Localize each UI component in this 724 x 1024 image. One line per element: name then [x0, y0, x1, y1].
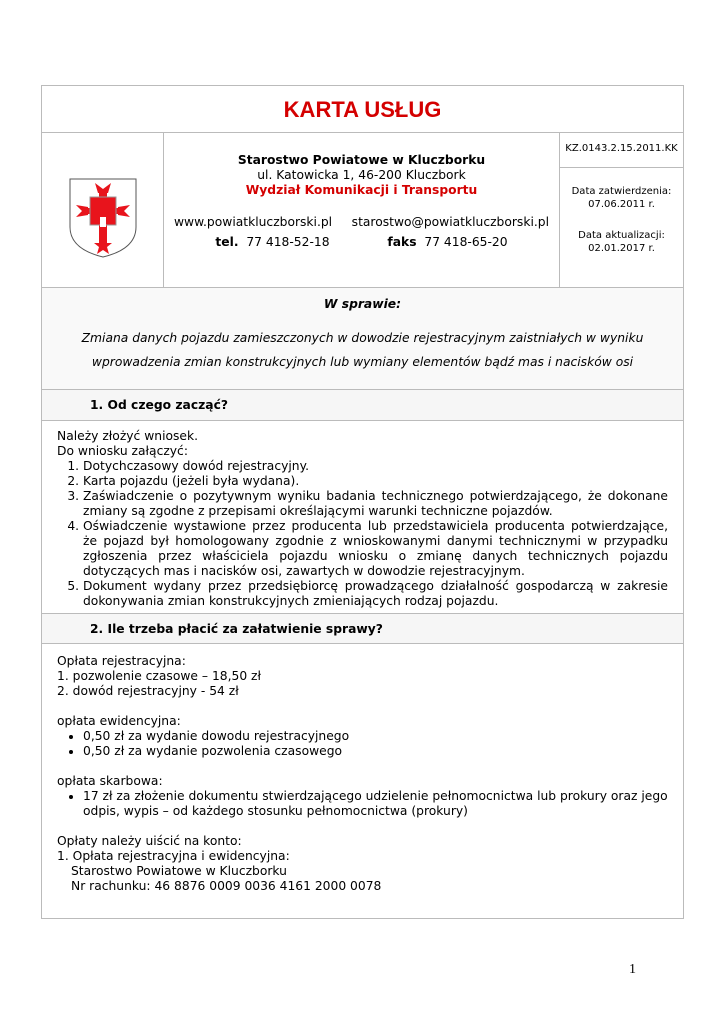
fax-value: 77 418-65-20: [424, 235, 508, 249]
header: [42, 133, 683, 288]
page-number: 1: [629, 962, 636, 977]
tel-label: tel.: [215, 235, 239, 249]
attachments-list: [57, 459, 668, 609]
list-item: 3. Zaświadczenie o pozytywnym wyniku badania technicznego potwierdzającego, że dokonane zmiany są zgodne z przepisami określającymi warunki techniczne pojazdów.: [83, 489, 668, 519]
intro-text: Należy złożyć wniosek.: [57, 429, 199, 443]
subject-text: Zmiana danych pojazdu zamieszczonych w dowodzie rejestracyjnym zaistniałych w wyniku wprowadzenia zmian konstrukcyjnych lub wymiany elementów bądź mas i nacisków osi: [81, 331, 644, 369]
section-2-content: [57, 654, 668, 894]
office-info: [164, 133, 559, 287]
office-name: Starostwo Powiatowe w Kluczborku: [237, 153, 486, 167]
list-item: 2. Karta pojazdu (jeżeli była wydana).: [83, 474, 668, 489]
website-link[interactable]: www.powiatkluczborski.pl: [173, 215, 333, 229]
email-link[interactable]: starostwo@powiatkluczborski.pl: [351, 215, 550, 229]
fax-label: faks: [387, 235, 417, 249]
office-address: ul. Katowicka 1, 46-200 Kluczbork: [257, 168, 466, 182]
phone-fax: [164, 235, 559, 249]
coat-of-arms-icon: [68, 177, 138, 259]
list-item: 1. Dotychczasowy dowód rejestracyjny.: [83, 459, 668, 474]
list-item: 5. Dokument wydany przez przedsiębiorcę prowadzącego działalność gospodarczą w zakresie dokonywania zmian konstrukcyjnych zmieniających rodzaj pojazdu.: [83, 579, 668, 609]
list-item: 4. Oświadczenie wystawione przez producenta lub przedstawiciela producenta potwierdzające, że pojazd był homologowany zgodnie z wnioskowanymi danymi technicznymi w przypadku zgłoszenia przez właściciela pojazdu wniosku o zmianę danych technicznych pojazdu dotyczących mas i nacisków osi, zawartych w dowodzie rejestracyjnym.: [83, 519, 668, 579]
list-item: • 17 zł za złożenie dokumentu stwierdzającego udzielenie pełnomocnictwa lub prokury oraz jego odpis, wypis – od każdego stosunku pełnomocnictwa (prokury): [83, 789, 668, 819]
section-1-heading: 1. Od czego zacząć?: [42, 390, 683, 421]
coat-of-arms-logo: [42, 133, 164, 287]
stamp-fee-label: opłata skarbowa:: [57, 774, 163, 788]
section-2-heading: 2. Ile trzeba płacić za załatwienie sprawy?: [42, 613, 683, 644]
approved-date: 07.06.2011 r.: [588, 199, 655, 210]
page-title: KARTA USŁUG: [42, 86, 683, 133]
approved-label: Data zatwierdzenia:: [571, 186, 672, 197]
document-meta: [559, 133, 683, 287]
account-label: Opłaty należy uiścić na konto:: [57, 834, 242, 848]
service-card: [41, 85, 684, 919]
tel-value: 77 418-52-18: [246, 235, 330, 249]
list-item: • 0,50 zł za wydanie dowodu rejestracyjnego: [83, 729, 668, 744]
list-item: 1. pozwolenie czasowe – 18,50 zł: [57, 669, 262, 683]
department-name: Wydział Komunikacji i Transportu: [245, 183, 478, 197]
subject-section: [42, 288, 683, 390]
subject-label: W sprawie:: [323, 297, 402, 311]
updated-date: 02.01.2017 r.: [588, 243, 655, 254]
section-1-content: [57, 429, 668, 609]
document-code: KZ.0143.2.15.2011.KK: [560, 133, 683, 168]
account-name: Starostwo Powiatowe w Kluczborku: [71, 864, 287, 878]
updated-label: Data aktualizacji:: [578, 230, 665, 241]
reg-fee-label: Opłata rejestracyjna:: [57, 654, 186, 668]
account-number: Nr rachunku: 46 8876 0009 0036 4161 2000 0078: [71, 879, 382, 893]
ewid-fee-label: opłata ewidencyjna:: [57, 714, 181, 728]
attachments-label: Do wniosku załączyć:: [57, 444, 188, 458]
account-item: 1. Opłata rejestracyjna i ewidencyjna:: [57, 849, 290, 863]
list-item: 2. dowód rejestracyjny - 54 zł: [57, 684, 239, 698]
list-item: • 0,50 zł za wydanie pozwolenia czasowego: [83, 744, 668, 759]
contact-links: [164, 215, 559, 229]
